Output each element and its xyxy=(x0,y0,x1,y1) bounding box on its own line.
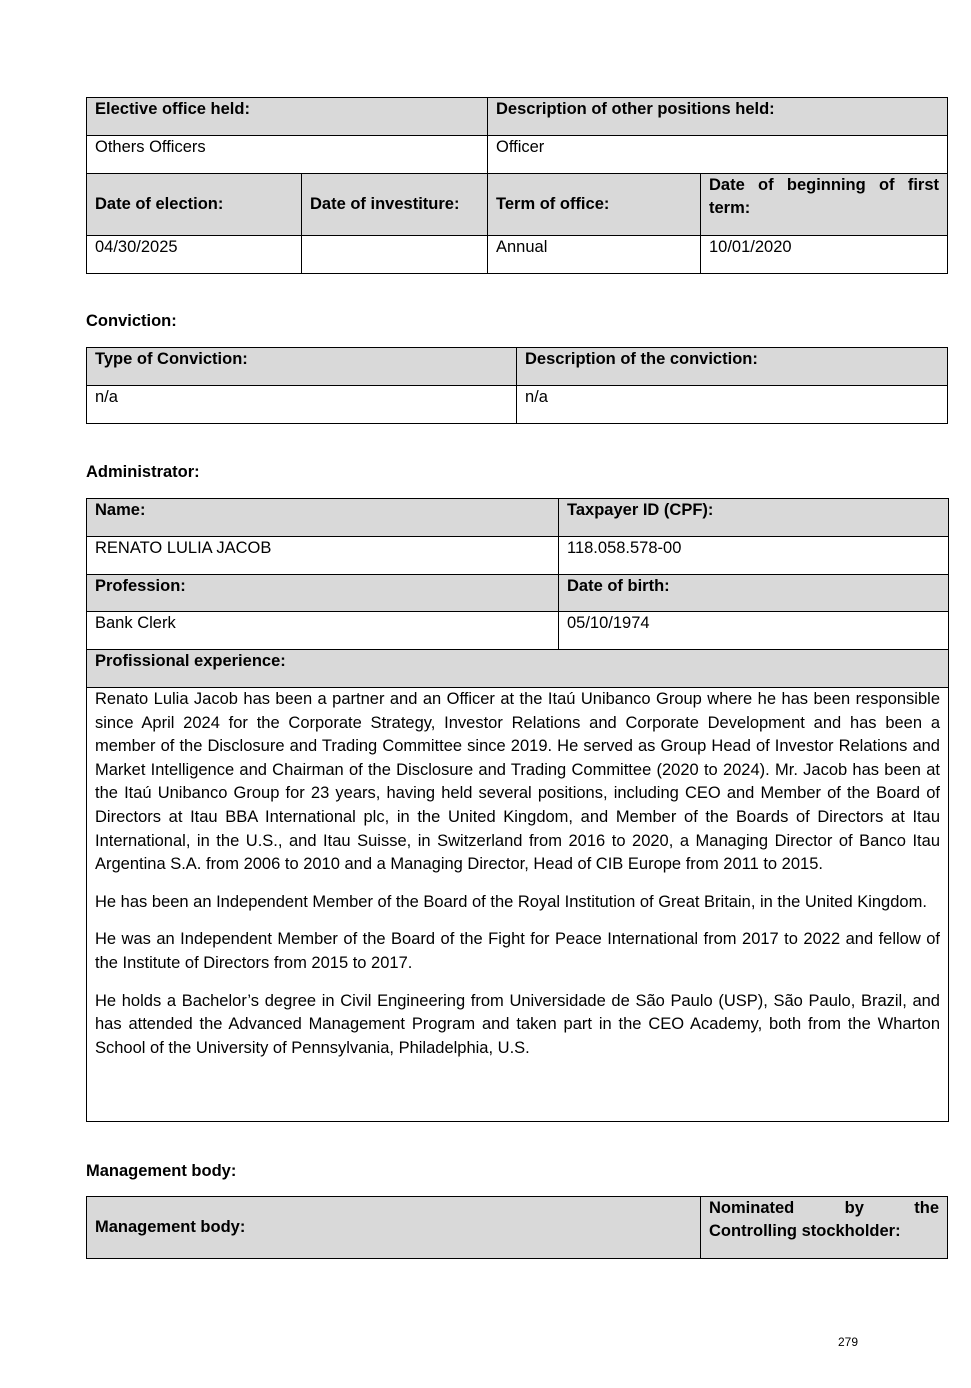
experience-text xyxy=(87,688,949,1122)
elective-office-value: Others Officers xyxy=(87,136,488,174)
office-table xyxy=(86,97,948,274)
nominated-by-controlling-label: Nominated by the Controlling stockholder: xyxy=(701,1197,948,1259)
conviction-description-label: Description of the conviction: xyxy=(517,348,948,386)
page-number: 279 xyxy=(838,1335,859,1349)
cpf-label: Taxpayer ID (CPF): xyxy=(559,499,949,537)
experience-paragraph: Renato Lulia Jacob has been a partner and an Officer at the Itaú Unibanco Group where he has been responsible since April 2024 for the Corporate Strategy, Investor Relations and Corporate Development and has been a member of the Disclosure and Trading Committee since 2019. He served as Group Head of Investor Relations and Market Intelligence and Chairman of the Disclosure and Trading Committee (2020 to 2024). Mr. Jacob has been at the Itaú Unibanco Group for 23 years, having held several positions, including CEO and Member of the Board of Directors at Itau BBA International plc, in the United Kingdom, and Member of the Boards of Directors at Itau International, in the U.S., and Itau Suisse, in Switzerland from 2016 to 2020, a Managing Director of Banco Itau Argentina S.A. from 2006 to 2010 and a Managing Director, Head of CIB Europe from 2011 to 2015. xyxy=(95,690,940,874)
management-body-label: Management body: xyxy=(87,1197,701,1259)
experience-label: Profissional experience: xyxy=(87,650,949,688)
experience-paragraph: He holds a Bachelor’s degree in Civil Engineering from Universidade de São Paulo (USP), São Paulo, Brazil, and has attended the Advanced Management Program and taken part in the CEO Academy, both from the Wharton School of the University of Pennsylvania, Philadelphia, U.S. xyxy=(95,991,940,1057)
term-of-office-value: Annual xyxy=(488,236,701,274)
other-positions-label: Description of other positions held: xyxy=(488,98,948,136)
experience-paragraph: He was an Independent Member of the Board of the Fight for Peace International from 2017 to 2022 and fellow of the Institute of Directors from 2015 to 2017. xyxy=(95,930,940,972)
cpf-value: 118.058.578-00 xyxy=(559,537,949,575)
term-of-office-label: Term of office: xyxy=(488,174,701,236)
management-body-table xyxy=(86,1196,948,1259)
conviction-type-label: Type of Conviction: xyxy=(87,348,517,386)
administrator-table xyxy=(86,498,949,1122)
conviction-description-value: n/a xyxy=(517,386,948,424)
name-label: Name: xyxy=(87,499,559,537)
management-body-section-title: Management body: xyxy=(86,1162,237,1180)
elective-office-label: Elective office held: xyxy=(87,98,488,136)
date-of-birth-value: 05/10/1974 xyxy=(559,612,949,650)
other-positions-value: Officer xyxy=(488,136,948,174)
date-of-election-label: Date of election: xyxy=(87,174,302,236)
profession-label: Profession: xyxy=(87,575,559,612)
conviction-section-title: Conviction: xyxy=(86,312,177,330)
date-of-investiture-value xyxy=(302,236,488,274)
profession-value: Bank Clerk xyxy=(87,612,559,650)
name-value: RENATO LULIA JACOB xyxy=(87,537,559,575)
conviction-type-value: n/a xyxy=(87,386,517,424)
administrator-section-title: Administrator: xyxy=(86,463,200,481)
date-of-birth-label: Date of birth: xyxy=(559,575,949,612)
date-of-election-value: 04/30/2025 xyxy=(87,236,302,274)
conviction-table xyxy=(86,347,948,424)
first-term-value: 10/01/2020 xyxy=(701,236,948,274)
date-of-investiture-label: Date of investiture: xyxy=(302,174,488,236)
experience-paragraph: He has been an Independent Member of the Board of the Royal Institution of Great Britain, in the United Kingdom. xyxy=(95,892,927,911)
first-term-label: Date of beginning of first term: xyxy=(701,174,948,236)
